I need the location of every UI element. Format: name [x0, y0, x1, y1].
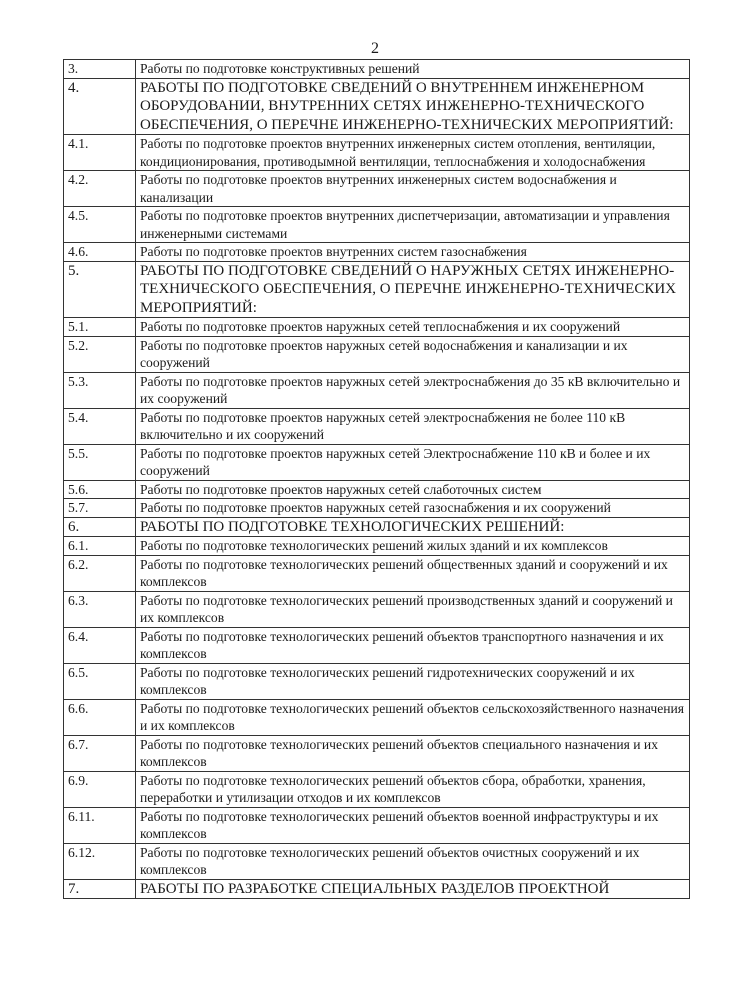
table-row: [64, 537, 690, 556]
row-number: 6.2.: [64, 555, 136, 591]
row-number: 6.7.: [64, 735, 136, 771]
table-row: [64, 408, 690, 444]
row-text: Работы по подготовке проектов наружных сетей электроснабжения не более 110 кВ включительно и их сооружений: [136, 408, 690, 444]
table-row: [64, 60, 690, 79]
row-text: РАБОТЫ ПО РАЗРАБОТКЕ СПЕЦИАЛЬНЫХ РАЗДЕЛОВ ПРОЕКТНОЙ: [136, 879, 690, 899]
row-number: 5.: [64, 261, 136, 318]
table-row: [64, 663, 690, 699]
row-text: Работы по подготовке технологических решений объектов очистных сооружений и их комплексов: [136, 843, 690, 879]
row-number: 6.6.: [64, 699, 136, 735]
row-text: РАБОТЫ ПО ПОДГОТОВКЕ ТЕХНОЛОГИЧЕСКИХ РЕШЕНИЙ:: [136, 517, 690, 537]
table-row: [64, 444, 690, 480]
row-number: 3.: [64, 60, 136, 79]
table-row: [64, 171, 690, 207]
row-number: 5.6.: [64, 480, 136, 499]
row-number: 6.1.: [64, 537, 136, 556]
row-number: 4.1.: [64, 135, 136, 171]
table-row: [64, 135, 690, 171]
row-text: РАБОТЫ ПО ПОДГОТОВКЕ СВЕДЕНИЙ О НАРУЖНЫХ СЕТЯХ ИНЖЕНЕРНО-ТЕХНИЧЕСКОГО ОБЕСПЕЧЕНИЯ, О ПЕРЕЧНЕ ИНЖЕНЕРНО-ТЕХНИЧЕСКИХ МЕРОПРИЯТИЙ:: [136, 261, 690, 318]
table-row: [64, 336, 690, 372]
row-text: Работы по подготовке технологических решений жилых зданий и их комплексов: [136, 537, 690, 556]
table-row: [64, 318, 690, 337]
works-table: [63, 59, 690, 899]
row-number: 6.11.: [64, 807, 136, 843]
row-number: 5.4.: [64, 408, 136, 444]
row-text: Работы по подготовке проектов внутренних инженерных систем отопления, вентиляции, кондиционирования, противодымной вентиляции, теплоснабжения и холодоснабжения: [136, 135, 690, 171]
page-number: 2: [371, 40, 379, 57]
table-row: [64, 555, 690, 591]
section-row: [64, 517, 690, 537]
row-number: 5.2.: [64, 336, 136, 372]
row-number: 4.6.: [64, 243, 136, 262]
row-text: Работы по подготовке проектов внутренних систем газоснабжения: [136, 243, 690, 262]
table-row: [64, 207, 690, 243]
row-number: 6.5.: [64, 663, 136, 699]
table-row: [64, 627, 690, 663]
section-row: [64, 261, 690, 318]
row-text: Работы по подготовке технологических решений производственных зданий и сооружений и их комплексов: [136, 591, 690, 627]
row-number: 6.4.: [64, 627, 136, 663]
row-number: 6.3.: [64, 591, 136, 627]
row-number: 5.1.: [64, 318, 136, 337]
row-text: Работы по подготовке технологических решений гидротехнических сооружений и их комплексов: [136, 663, 690, 699]
section-row: [64, 78, 690, 135]
section-row: [64, 879, 690, 899]
row-number: 7.: [64, 879, 136, 899]
row-number: 4.: [64, 78, 136, 135]
table-row: [64, 372, 690, 408]
row-text: Работы по подготовке проектов наружных сетей газоснабжения и их сооружений: [136, 499, 690, 518]
row-text: Работы по подготовке конструктивных решений: [136, 60, 690, 79]
row-number: 6.: [64, 517, 136, 537]
row-number: 5.7.: [64, 499, 136, 518]
row-text: Работы по подготовке проектов наружных сетей Электроснабжение 110 кВ и более и их сооружений: [136, 444, 690, 480]
row-text: Работы по подготовке проектов наружных сетей электроснабжения до 35 кВ включительно и их сооружений: [136, 372, 690, 408]
table-row: [64, 843, 690, 879]
table-row: [64, 771, 690, 807]
row-text: Работы по подготовке проектов внутренних диспетчеризации, автоматизации и управления инженерными системами: [136, 207, 690, 243]
table-row: [64, 480, 690, 499]
row-text: Работы по подготовке проектов наружных сетей теплоснабжения и их сооружений: [136, 318, 690, 337]
table-row: [64, 807, 690, 843]
row-text: РАБОТЫ ПО ПОДГОТОВКЕ СВЕДЕНИЙ О ВНУТРЕННЕМ ИНЖЕНЕРНОМ ОБОРУДОВАНИИ, ВНУТРЕННИХ СЕТЯХ ИНЖЕНЕРНО-ТЕХНИЧЕСКОГО ОБЕСПЕЧЕНИЯ, О ПЕРЕЧНЕ ИНЖЕНЕРНО-ТЕХНИЧЕСКИХ МЕРОПРИЯТИЙ:: [136, 78, 690, 135]
row-text: Работы по подготовке технологических решений объектов транспортного назначения и их комплексов: [136, 627, 690, 663]
row-text: Работы по подготовке технологических решений объектов военной инфраструктуры и их комплексов: [136, 807, 690, 843]
row-text: Работы по подготовке технологических решений объектов специального назначения и их комплексов: [136, 735, 690, 771]
row-text: Работы по подготовке технологических решений объектов сельскохозяйственного назначения и их комплексов: [136, 699, 690, 735]
row-number: 6.9.: [64, 771, 136, 807]
table-row: [64, 699, 690, 735]
table-row: [64, 591, 690, 627]
row-number: 6.12.: [64, 843, 136, 879]
row-text: Работы по подготовке проектов наружных сетей слаботочных систем: [136, 480, 690, 499]
row-number: 5.5.: [64, 444, 136, 480]
table-row: [64, 499, 690, 518]
row-number: 4.5.: [64, 207, 136, 243]
row-number: 4.2.: [64, 171, 136, 207]
table-row: [64, 243, 690, 262]
row-text: Работы по подготовке проектов наружных сетей водоснабжения и канализации и их сооружений: [136, 336, 690, 372]
row-text: Работы по подготовке технологических решений объектов сбора, обработки, хранения, переработки и утилизации отходов и их комплексов: [136, 771, 690, 807]
row-text: Работы по подготовке технологических решений общественных зданий и сооружений и их комплексов: [136, 555, 690, 591]
row-number: 5.3.: [64, 372, 136, 408]
row-text: Работы по подготовке проектов внутренних инженерных систем водоснабжения и канализации: [136, 171, 690, 207]
table-row: [64, 735, 690, 771]
